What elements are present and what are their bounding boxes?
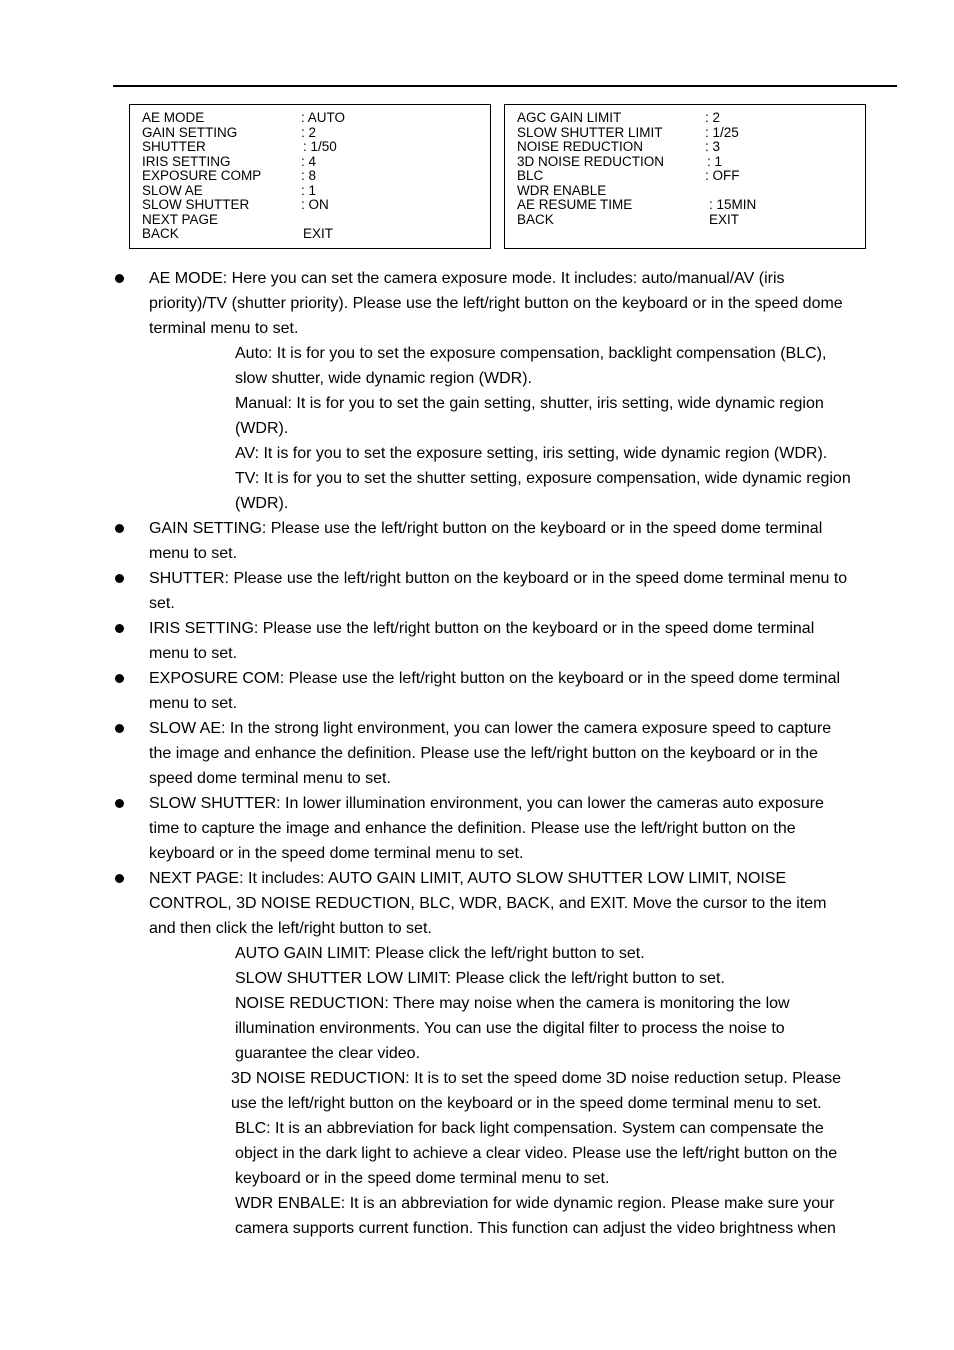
menu-row xyxy=(142,213,218,228)
menu-row-label: 3D NOISE REDUCTION xyxy=(517,153,665,169)
bullet-item xyxy=(113,716,893,791)
menu-row xyxy=(142,182,317,199)
bullet-item xyxy=(113,666,893,716)
text-line: time to capture the image and enhance the definition. Please use the left/right button on the xyxy=(149,820,796,837)
menu-row-value: EXIT xyxy=(303,226,334,241)
text-line: menu to set. xyxy=(149,545,238,562)
menu-row-label: SHUTTER xyxy=(142,139,206,154)
text-line: IRIS SETTING: Please use the left/right button on the keyboard or in the speed dome terminal xyxy=(149,620,815,637)
bullet-dot-icon xyxy=(115,874,124,883)
menu-row xyxy=(517,110,721,126)
sub-item xyxy=(113,391,893,441)
text-line: EXPOSURE COM: Please use the left/right button on the keyboard or in the speed dome terminal xyxy=(149,670,841,687)
text-line: camera supports current function. This function can adjust the video brightness when xyxy=(235,1220,836,1237)
menu-row xyxy=(517,168,740,184)
menu-row xyxy=(142,168,317,184)
text-line: menu to set. xyxy=(149,695,238,712)
menu-row-label: BLC xyxy=(517,168,544,183)
sub-item xyxy=(113,1116,893,1191)
sub-item xyxy=(113,341,893,391)
menu-row-label: SLOW SHUTTER xyxy=(142,197,250,212)
bullet-item xyxy=(113,616,893,666)
document-body xyxy=(113,266,893,1241)
menu-row-label: BACK xyxy=(142,226,179,241)
text-line: SLOW SHUTTER LOW LIMIT: Please click the left/right button to set. xyxy=(235,970,725,987)
sub-item xyxy=(113,1066,893,1116)
text-line: keyboard or in the speed dome terminal menu to set. xyxy=(235,1170,610,1187)
sub-item xyxy=(113,466,893,516)
text-line: priority)/TV (shutter priority). Please use the left/right button on the keyboard or in the speed dome xyxy=(149,295,843,312)
bullet-item xyxy=(113,866,893,941)
text-line: AUTO GAIN LIMIT: Please click the left/right button to set. xyxy=(235,945,645,962)
bullet-dot-icon xyxy=(115,274,124,283)
menu-row-label: AGC GAIN LIMIT xyxy=(517,110,622,125)
menu-row xyxy=(142,124,317,141)
menu-row xyxy=(517,139,721,155)
menu-row xyxy=(142,226,334,242)
menu-row-value: : AUTO xyxy=(301,110,346,125)
text-line: CONTROL, 3D NOISE REDUCTION, BLC, WDR, BACK, and EXIT. Move the cursor to the item xyxy=(149,895,827,912)
text-line: the image and enhance the definition. Please use the left/right button on the keyboard or in the xyxy=(149,745,818,762)
sub-item xyxy=(113,991,893,1066)
text-line: AE MODE: Here you can set the camera exposure mode. It includes: auto/manual/AV (iris xyxy=(149,270,785,287)
text-line: guarantee the clear video. xyxy=(235,1045,421,1062)
text-line: terminal menu to set. xyxy=(149,320,299,337)
text-line: illumination environments. You can use the digital filter to process the noise to xyxy=(235,1020,785,1037)
sub-item xyxy=(113,941,893,966)
sub-item xyxy=(113,966,893,991)
bullet-dot-icon xyxy=(115,674,124,683)
menu-row xyxy=(142,139,337,155)
text-line: Manual: It is for you to set the gain setting, shutter, iris setting, wide dynamic region xyxy=(235,395,824,412)
text-line: NOISE REDUCTION: There may noise when the camera is monitoring the low xyxy=(235,995,790,1012)
menu-row-value: : 1/50 xyxy=(303,139,337,154)
text-line: and then click the left/right button to set. xyxy=(149,920,432,937)
menu-row-label: IRIS SETTING xyxy=(142,153,231,169)
menu-row-label: AE RESUME TIME xyxy=(517,197,633,212)
menu-row xyxy=(142,110,346,126)
menu-row-label: SLOW AE xyxy=(142,182,203,198)
text-line: AV: It is for you to set the exposure setting, iris setting, wide dynamic region (WDR). xyxy=(235,445,828,462)
menu-row-label: AE MODE xyxy=(142,110,205,125)
menu-row xyxy=(517,124,739,141)
menu-row-value: : 3 xyxy=(705,139,721,154)
bullet-item xyxy=(113,266,893,341)
menu-row xyxy=(517,184,606,199)
bullet-dot-icon xyxy=(115,799,124,808)
menu-row-value: : 4 xyxy=(301,153,317,169)
header-rule xyxy=(113,85,897,87)
menu-row xyxy=(517,211,740,228)
menu-row-value: EXIT xyxy=(709,211,740,227)
menu-row-value: : 15MIN xyxy=(709,197,757,212)
bullet-item xyxy=(113,516,893,566)
bullet-dot-icon xyxy=(115,574,124,583)
text-line: SLOW SHUTTER: In lower illumination environment, you can lower the cameras auto exposure xyxy=(149,795,824,812)
menu-row-value: : 2 xyxy=(705,110,721,125)
text-line: (WDR). xyxy=(235,495,289,512)
text-line: NEXT PAGE: It includes: AUTO GAIN LIMIT, AUTO SLOW SHUTTER LOW LIMIT, NOISE xyxy=(149,870,787,887)
text-line: object in the dark light to achieve a clear video. Please use the left/right button on the xyxy=(235,1145,838,1162)
text-line: Auto: It is for you to set the exposure compensation, backlight compensation (BLC), xyxy=(235,345,827,362)
menu-row-value: : 8 xyxy=(301,168,317,183)
menu-row-value: : 1 xyxy=(707,153,723,169)
text-line: menu to set. xyxy=(149,645,238,662)
bullet-item xyxy=(113,566,893,616)
text-line: SHUTTER: Please use the left/right button on the keyboard or in the speed dome terminal menu to xyxy=(149,570,848,587)
menu-row-value: : 1/25 xyxy=(705,124,739,140)
menu-row xyxy=(142,153,317,170)
menu-row-label: NEXT PAGE xyxy=(142,211,219,227)
menu-row-value: : 2 xyxy=(301,124,317,140)
text-line: keyboard or in the speed dome terminal menu to set. xyxy=(149,845,524,862)
menu-row-label: SLOW SHUTTER LIMIT xyxy=(517,124,663,140)
text-line: use the left/right button on the keyboard or in the speed dome terminal menu to set. xyxy=(231,1095,822,1112)
menu-row-label: EXPOSURE COMP xyxy=(142,168,262,183)
menu-row-value: : 1 xyxy=(301,182,317,198)
menu-row-label: GAIN SETTING xyxy=(142,124,238,140)
menu-row xyxy=(142,197,329,213)
menu-row-label: BACK xyxy=(517,211,554,227)
bullet-dot-icon xyxy=(115,524,124,533)
menu-row-label: WDR ENABLE xyxy=(517,182,607,198)
sub-item xyxy=(113,441,893,466)
text-line: (WDR). xyxy=(235,420,289,437)
text-line: WDR ENBALE: It is an abbreviation for wide dynamic region. Please make sure your xyxy=(235,1195,835,1212)
menu-row-value: : OFF xyxy=(705,168,740,183)
menu-row xyxy=(517,197,757,213)
text-line: slow shutter, wide dynamic region (WDR). xyxy=(235,370,532,387)
sub-item xyxy=(113,1191,893,1241)
text-line: GAIN SETTING: Please use the left/right button on the keyboard or in the speed dome terminal xyxy=(149,520,823,537)
menu-row xyxy=(517,153,723,170)
text-line: TV: It is for you to set the shutter setting, exposure compensation, wide dynamic region xyxy=(235,470,851,487)
text-line: 3D NOISE REDUCTION: It is to set the speed dome 3D noise reduction setup. Please xyxy=(231,1070,842,1087)
menu-panel-next-page xyxy=(504,104,866,249)
text-line: SLOW AE: In the strong light environment, you can lower the camera exposure speed to capture xyxy=(149,720,832,737)
bullet-dot-icon xyxy=(115,724,124,733)
text-line: set. xyxy=(149,595,175,612)
menu-panel-exposure xyxy=(129,104,491,249)
bullet-item xyxy=(113,791,893,866)
text-line: BLC: It is an abbreviation for back light compensation. System can compensate the xyxy=(235,1120,824,1137)
bullet-dot-icon xyxy=(115,624,124,633)
text-line: speed dome terminal menu to set. xyxy=(149,770,391,787)
menu-row-label: NOISE REDUCTION xyxy=(517,139,644,154)
menu-row-value: : ON xyxy=(301,197,329,212)
